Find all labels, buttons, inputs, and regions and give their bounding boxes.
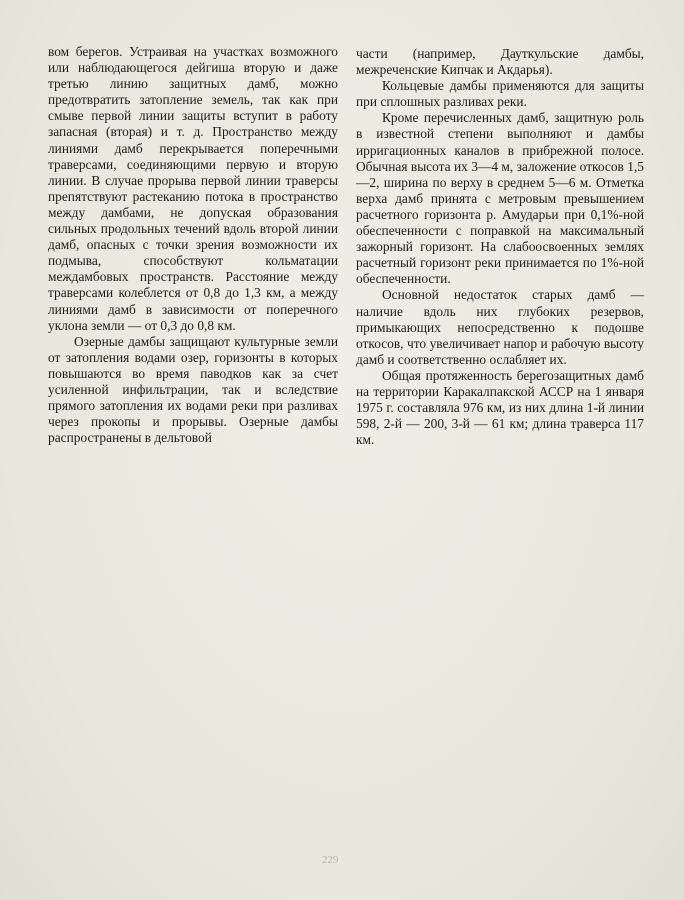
paragraph-canal-dikes: Кроме перечисленных дамб, защитную роль в известной степени выполняют и дамбы ирригационных каналов в прибрежной полосе. Обычная высота их 3—4 м, заложение откосов 1,5—2, ширина по верху в среднем 5—6 м. Отметка верха дамб принята с метровым превышением расчетного горизонта р. Амударьи при 0,1%-ной обеспеченности с поправкой на максимальный зажорный горизонт. На слабоосвоенных землях расчетный горизонт реки принимается по 1%-ной обеспеченности. — [356, 110, 644, 287]
paragraph-continuation: части (например, Дауткульские дамбы, межреченские Кипчак и Акдарья). — [356, 46, 644, 78]
paragraph-lake-dikes: Озерные дамбы защищают культурные земли от затопления водами озер, горизонты в которых повышаются во время паводков как за счет усиленной инфильтрации, так и вследствие прямого затопления их водами реки при разливах через прокопы и прорывы. Озерные дамбы распространены в дельтовой — [48, 333, 338, 446]
right-column — [356, 46, 644, 448]
paragraph-ring-dikes: Кольцевые дамбы применяются для защиты при сплошных разливах реки. — [356, 78, 644, 110]
paragraph-total-length: Общая протяженность берегозащитных дамб на территории Каракалпакской АССР на 1 января 1975 г. составляла 976 км, из них длина 1-й линии 598, 2-й — 200, 3-й — 61 км; длина траверса 117 км. — [356, 367, 644, 448]
page-number: 229 — [322, 854, 339, 866]
paragraph-dikes-multiline: вом берегов. Устраивая на участках возможного или наблюдающегося дейгиша вторую и даже третью линию защитных дамб, можно предотвратить затопление земель, так как при смыве первой линии защиты вступит в работу запасная (вторая) и т. д. Пространство между линиями дамб перекрывается поперечными траверсами, соединяющими первую и вторую линии. В случае прорыва первой линии траверсы препятствуют растеканию потока в пространство между дамбами, не допуская образования сильных продольных течений вдоль второй линии дамб, опасных с точки зрения возможности их подмыва, способствуют кольматации междамбовых пространств. Расстояние между траверсами колеблется от 0,8 до 1,3 км, а между линиями дамб в зависимости от поперечного уклона земли — от 0,3 до 0,8 км. — [48, 44, 338, 333]
left-column — [48, 44, 338, 446]
paragraph-old-dikes-drawback: Основной недостаток старых дамб — наличие вдоль них глубоких резервов, примыкающих непосредственно к подошве откосов, что увеличивает напор и рабочую высоту дамб и соответственно ослабляет их. — [356, 287, 644, 367]
